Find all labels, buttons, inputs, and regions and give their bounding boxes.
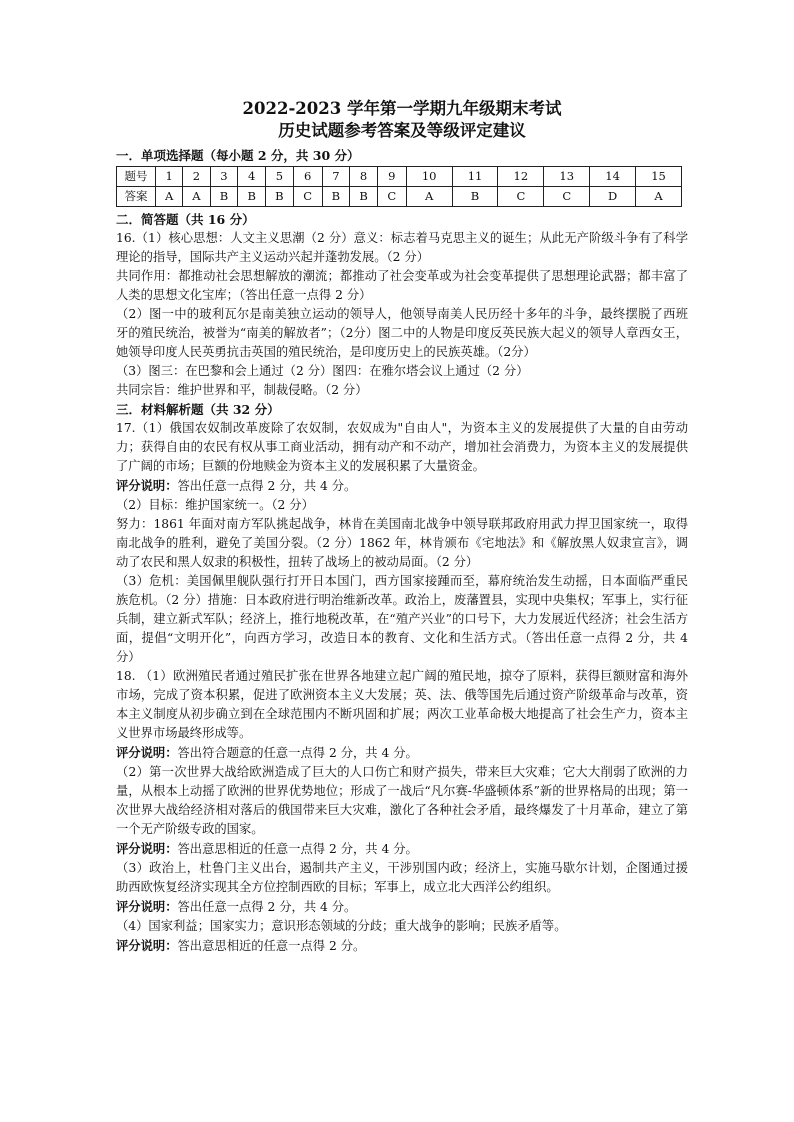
scoring-note (116, 897, 688, 917)
answer-paragraph: 17.（1）俄国农奴制改革废除了农奴制，农奴成为"自由人"，为资本主义的发展提供了大量的自由劳动力；获得自由的农民有权从事工商业活动，拥有动产和不动产，增加社会消费力，为资本主义的发展提供了广阔的市场；巨额的份地赎金为资本主义的发展积累了大量资金。 (116, 421, 688, 473)
table-header-cell: 答案 (117, 187, 156, 207)
document-title: 2022-2023 学年第一学期九年级期末考试 (242, 99, 562, 118)
scoring-note-text: 答出意思相近的任意一点得 2 分。 (177, 939, 366, 953)
table-cell: C (498, 187, 544, 207)
table-cell: 14 (590, 167, 636, 187)
answer-document (116, 98, 688, 956)
scoring-note (116, 839, 688, 859)
table-cell: B (210, 187, 238, 207)
scoring-note-label: 评分说明： (116, 841, 178, 856)
answer-paragraph: 共同作用：都推动社会思想解放的潮流；都推动了社会变革或为社会变革提供了思想理论武器；都丰富了人类的思想文化宝库；（答出任意一点得 2 分） (116, 269, 688, 302)
table-cell: 6 (293, 167, 322, 187)
scoring-note-label: 评分说明： (116, 745, 178, 760)
answer-paragraph: （3）图三：在巴黎和会上通过（2 分）图四：在雅尔塔会议上通过（2 分） (116, 364, 529, 378)
answer-paragraph: 18. （1）欧洲殖民者通过殖民扩张在世界各地建立起广阔的殖民地，掠夺了原料，获得巨额财富和海外市场，完成了资本积累，促进了欧洲资本主义大发展；英、法、俄等国先后通过资产阶级革命与改革，资本主义制度从初步确立到在全球范围内不断巩固和扩展；两次工业革命极大地提高了社会生产力，资本主义世界市场最终形成等。 (116, 669, 688, 740)
scoring-note-text: 答出任意一点得 2 分，共 4 分。 (177, 479, 357, 493)
scoring-note-label: 评分说明： (116, 938, 178, 953)
table-cell: A (183, 187, 210, 207)
answer-paragraph: （2）第一次世界大战给欧洲造成了巨大的人口伤亡和财产损失，带来巨大灾难；它大大削弱了欧洲的力量，从根本上动摇了欧洲的世界优势地位；形成了一战后“凡尔赛-华盛顿体系”新的世界格局的出现；第一次世界大战给经济相对落后的俄国带来巨大灾难，激化了各种社会矛盾，最终爆发了十月革命，建立了第一个无产阶级专政的国家。 (116, 765, 688, 836)
table-cell: C (377, 187, 406, 207)
scoring-note-text: 答出符合题意的任意一点得 2 分，共 4 分。 (177, 746, 418, 760)
table-cell: 1 (156, 167, 183, 187)
answer-paragraph: 努力：1861 年面对南方军队挑起战争，林肯在美国南北战争中领导联邦政府用武力捍卫国家统一，取得南北战争的胜利，避免了美国分裂。（2 分）1862 年，林肯颁布《宅地法》和《解放黑人奴隶宣言》，调动了农民和黑人奴隶的积极性，扭转了战场上的被动局面。（2 分） (116, 517, 688, 569)
scoring-note (116, 936, 688, 956)
table-cell: 7 (322, 167, 350, 187)
scoring-note (116, 476, 688, 496)
answer-paragraph: （3）危机：美国佩里舰队强行打开日本国门，西方国家接踵而至，幕府统治发生动摇，日本面临严重民族危机。（2 分）措施：日本政府进行明治维新改革。政治上，废藩置县，实现中央集权；军事上，实行征兵制，建立新式军队；经济上，推行地税改革，在“殖产兴业”的口号下，大力发展近代经济；社会生活方面，提倡“文明开化”，向西方学习，改造日本的教育、文化和生活方式。（答出任意一点得 2 分，共 4 分） (116, 574, 688, 664)
table-cell: A (406, 187, 452, 207)
answer-table (116, 166, 682, 207)
scoring-note (116, 743, 688, 763)
table-cell: A (636, 187, 682, 207)
section-heading-choice: 一．单项选择题（每小题 2 分，共 30 分） (116, 148, 360, 163)
scoring-note-label: 评分说明： (116, 478, 178, 493)
table-row-answers (117, 187, 682, 207)
table-cell: A (156, 187, 183, 207)
table-cell: D (590, 187, 636, 207)
section-heading-short-answer: 二．简答题（共 16 分） (116, 212, 255, 227)
table-cell: B (238, 187, 266, 207)
table-cell: 12 (498, 167, 544, 187)
answer-paragraph: （3）政治上，杜鲁门主义出台，遏制共产主义，干涉别国内政；经济上，实施马歇尔计划，企图通过援助西欧恢复经济实现其全方位控制西欧的目标；军事上，成立北大西洋公约组织。 (116, 861, 688, 894)
answer-paragraph: （2）目标：维护国家统一。（2 分） (116, 498, 314, 512)
table-cell: 9 (377, 167, 406, 187)
table-cell: C (293, 187, 322, 207)
table-cell: 15 (636, 167, 682, 187)
table-cell: 5 (266, 167, 294, 187)
answer-paragraph: 共同宗旨：维护世界和平，制裁侵略。（2 分） (116, 383, 368, 397)
table-cell: 8 (350, 167, 378, 187)
table-cell: 10 (406, 167, 452, 187)
table-header-cell: 题号 (117, 167, 156, 187)
answer-paragraph: （4）国家利益；国家实力；意识形态领域的分歧；重大战争的影响；民族矛盾等。 (116, 919, 567, 933)
scoring-note-text: 答出任意一点得 2 分，共 4 分。 (177, 900, 357, 914)
section-heading-material-analysis: 三．材料解析题（共 32 分） (116, 402, 280, 417)
table-cell: 2 (183, 167, 210, 187)
table-row-numbers (117, 167, 682, 187)
scoring-note-text: 答出意思相近的任意一点得 2 分，共 4 分。 (177, 842, 418, 856)
table-cell: B (350, 187, 378, 207)
table-cell: B (322, 187, 350, 207)
document-subtitle: 历史试题参考答案及等级评定建议 (278, 121, 526, 140)
answer-paragraph: （2）图一中的玻利瓦尔是南美独立运动的领导人，他领导南美人民历经十多年的斗争，最终摆脱了西班牙的殖民统治，被誉为“南美的解放者”；（2分）图二中的人物是印度反英民族大起义的领导人章西女王，她领导印度人民英勇抗击英国的殖民统治，是印度历史上的民族英雄。（2分） (116, 307, 688, 359)
table-cell: 4 (238, 167, 266, 187)
scoring-note-label: 评分说明： (116, 899, 178, 914)
table-cell: B (452, 187, 498, 207)
table-cell: C (544, 187, 590, 207)
table-cell: B (266, 187, 294, 207)
table-cell: 11 (452, 167, 498, 187)
table-cell: 3 (210, 167, 238, 187)
answer-paragraph: 16.（1）核心思想：人文主义思潮（2 分）意义：标志着马克思主义的诞生；从此无产阶级斗争有了科学理论的指导，国际共产主义运动兴起并蓬勃发展。（2 分） (116, 231, 688, 264)
table-cell: 13 (544, 167, 590, 187)
